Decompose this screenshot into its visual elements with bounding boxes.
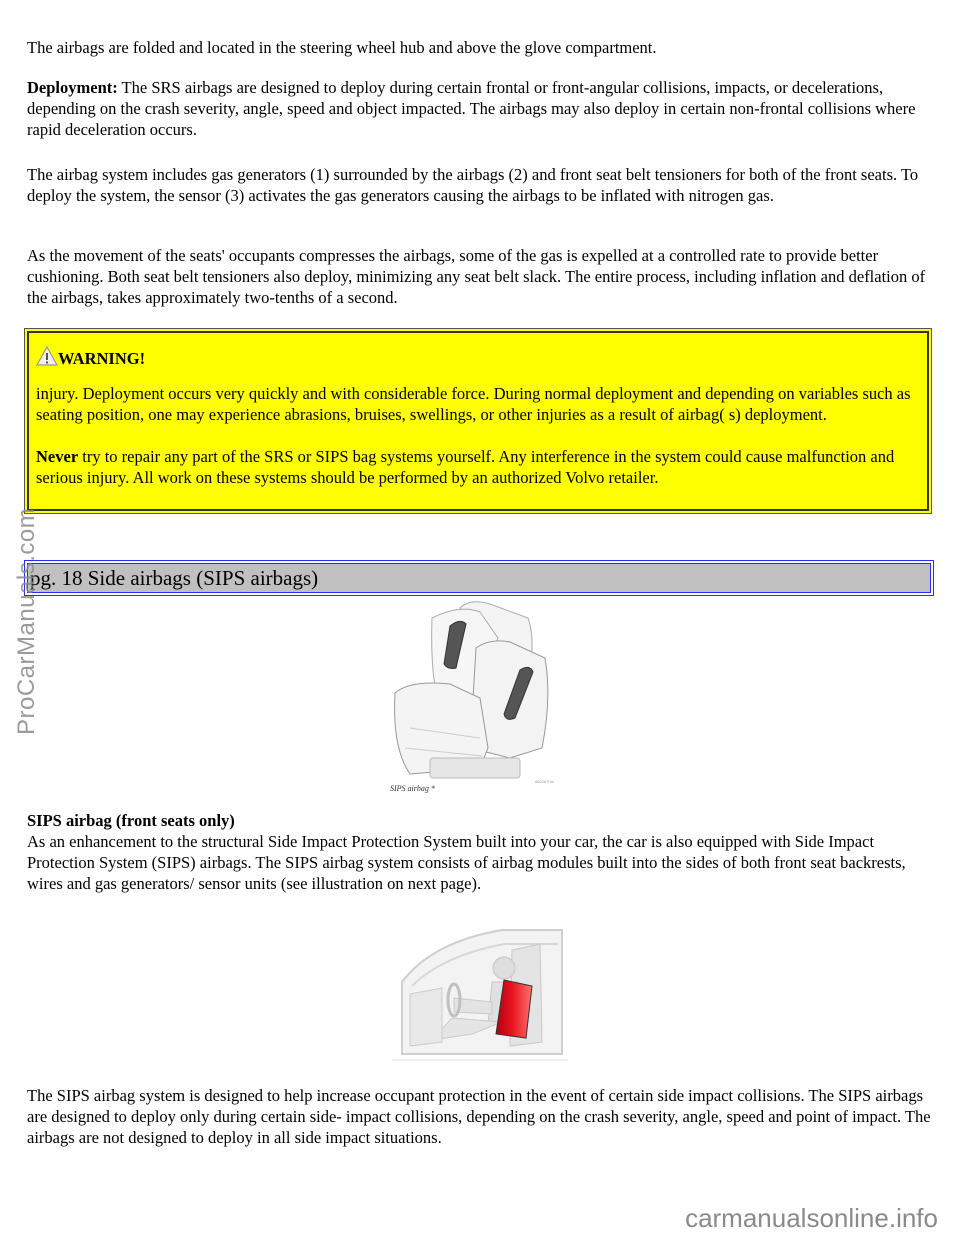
watermark-carmanualsonline: carmanualsonline.info [685,1203,938,1233]
deployment-text: The SRS airbags are designed to deploy during certain frontal or front-angular collisions, impacts, or decelerations, depending on the crash severity, angle, speed and object impacted. The airbags may also deploy in certain non-frontal collisions where rapid deceleration occurs. [27,78,916,139]
never-label: Never [36,447,79,466]
sips-design-paragraph: The SIPS airbag system is designed to help increase occupant protection in the event of certain side impact collisions. The SIPS airbags are designed to deploy only during certain side- impact collisions, depending on the crash severity, angle, speed and point of impact. The airbags are not designed to deploy in all side impact situations. [27,1086,931,1147]
watermark-procarmanuals: ProCarManuals.com [13,507,40,735]
paragraph-deployment [27,77,937,140]
paragraph-airbag-location: The airbags are folded and located in the steering wheel hub and above the glove compartment. [27,38,657,57]
warning-title: WARNING! [36,341,920,369]
warning-box [24,328,932,514]
svg-text:SIPS airbag *: SIPS airbag * [390,784,435,793]
warning-triangle-icon [36,346,58,366]
section-heading-side-airbags [24,560,934,596]
section-title: pg. 18 Side airbags (SIPS airbags) [27,563,931,593]
svg-text:8802670m: 8802670m [535,779,554,784]
sips-heading: SIPS airbag (front seats only) [27,811,235,830]
sips-paragraph: As an enhancement to the structural Side Impact Protection System built into your car, the car is also equipped with Side Impact Protection System (SIPS) airbags. The SIPS airbag system consists of airbag modules built into the sides of both front seat backrests, wires and gas generators/ sensor units (see illustration on next page). [27,832,906,893]
paragraph-airbag-system: The airbag system includes gas generators (1) surrounded by the airbags (2) and front seat belt tensioners for both of the front seats. To deploy the system, the sensor (3) activates the gas generators causing the airbags to be inflated with nitrogen gas. [27,165,919,205]
paragraph-occupant-movement: As the movement of the seats' occupants compresses the airbags, some of the gas is expelled at a controlled rate to provide better cushioning. Both seat belt tensioners also deploy, minimizing any seat belt slack. The entire process, including inflation and deflation of the airbags, takes approximately two-tenths of a second. [27,246,926,307]
warning-text-injury: injury. Deployment occurs very quickly and with considerable force. During normal deployment and depending on variables such as seating position, one may experience abrasions, bruises, swellings, or other injuries as a result of airbag( s) deployment. [36,384,911,424]
warning-text-never: Never try to repair any part of the SRS or SIPS bag systems yourself. Any interference in the system could cause malfunction and serious injury. All work on these systems should be performed by an authorized Volvo retailer. [36,447,895,487]
side-airbag-deployment-illustration [392,922,568,1064]
seat-airbag-illustration [370,598,570,794]
deployment-label: Deployment: [27,78,118,97]
